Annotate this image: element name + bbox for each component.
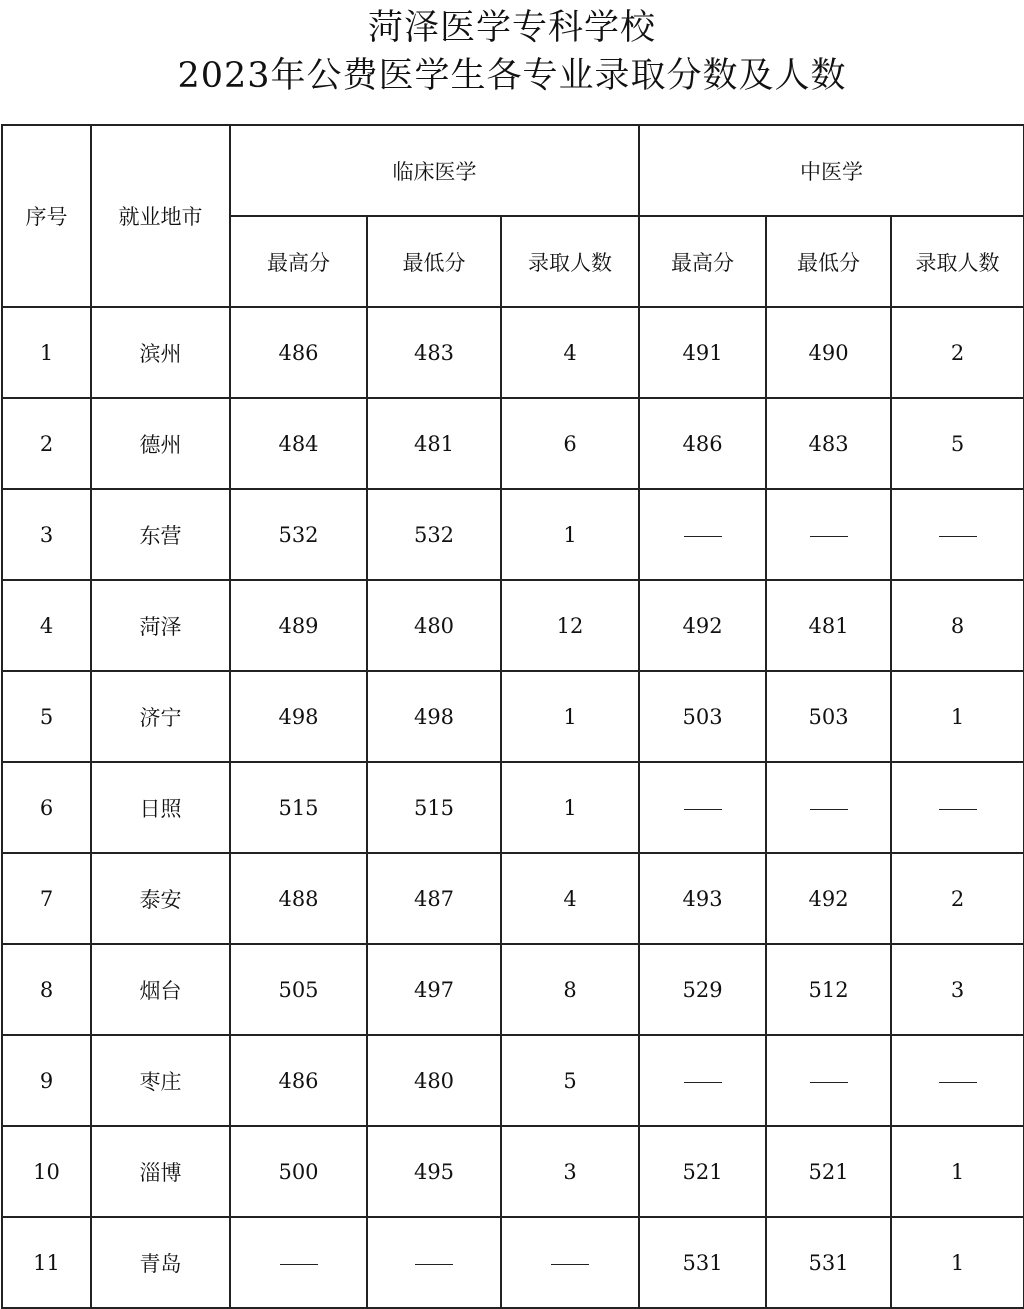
admission-score-table [1, 124, 1024, 1309]
empty-dash [810, 809, 848, 810]
cell-clinical-count: 1 [501, 762, 639, 853]
cell-index: 10 [2, 1126, 91, 1217]
cell-tcm-count: 3 [891, 944, 1024, 1035]
cell-tcm-min: 492 [766, 853, 891, 944]
cell-tcm-min: 490 [766, 307, 891, 398]
cell-clinical-max: 532 [230, 489, 367, 580]
table-row [2, 1035, 1024, 1126]
cell-clinical-min: 480 [367, 580, 501, 671]
cell-tcm-min: 483 [766, 398, 891, 489]
table-row [2, 762, 1024, 853]
cell-clinical-count: 8 [501, 944, 639, 1035]
table-row [2, 489, 1024, 580]
cell-city: 青岛 [91, 1217, 230, 1308]
header-clinical-count: 录取人数 [501, 216, 639, 307]
table-row [2, 853, 1024, 944]
table-row [2, 944, 1024, 1035]
cell-city: 滨州 [91, 307, 230, 398]
cell-city: 菏泽 [91, 580, 230, 671]
empty-dash [280, 1264, 318, 1265]
empty-dash [939, 536, 977, 537]
cell-clinical-min: 487 [367, 853, 501, 944]
cell-tcm-min: 521 [766, 1126, 891, 1217]
empty-dash [684, 536, 722, 537]
cell-clinical-max: 489 [230, 580, 367, 671]
empty-dash [684, 1082, 722, 1083]
table-row [2, 580, 1024, 671]
cell-tcm-count: 1 [891, 671, 1024, 762]
cell-clinical-count: 1 [501, 671, 639, 762]
empty-dash [939, 809, 977, 810]
cell-clinical-min [367, 1217, 501, 1308]
empty-dash [810, 536, 848, 537]
cell-city: 日照 [91, 762, 230, 853]
cell-index: 11 [2, 1217, 91, 1308]
cell-tcm-max [639, 762, 766, 853]
cell-index: 4 [2, 580, 91, 671]
cell-tcm-count: 1 [891, 1217, 1024, 1308]
cell-clinical-max: 515 [230, 762, 367, 853]
header-tcm-min: 最低分 [766, 216, 891, 307]
table-row [2, 398, 1024, 489]
cell-tcm-max: 531 [639, 1217, 766, 1308]
cell-tcm-count: 1 [891, 1126, 1024, 1217]
cell-tcm-max: 491 [639, 307, 766, 398]
cell-tcm-count: 2 [891, 307, 1024, 398]
cell-tcm-min: 531 [766, 1217, 891, 1308]
cell-tcm-min: 503 [766, 671, 891, 762]
cell-tcm-count [891, 1035, 1024, 1126]
cell-tcm-max: 503 [639, 671, 766, 762]
cell-clinical-min: 483 [367, 307, 501, 398]
cell-clinical-max: 488 [230, 853, 367, 944]
cell-tcm-max: 529 [639, 944, 766, 1035]
cell-city: 济宁 [91, 671, 230, 762]
cell-clinical-count: 3 [501, 1126, 639, 1217]
cell-tcm-count [891, 489, 1024, 580]
cell-tcm-min [766, 1035, 891, 1126]
cell-clinical-max: 505 [230, 944, 367, 1035]
cell-clinical-min: 495 [367, 1126, 501, 1217]
cell-tcm-count: 8 [891, 580, 1024, 671]
cell-tcm-max: 521 [639, 1126, 766, 1217]
cell-city: 枣庄 [91, 1035, 230, 1126]
cell-tcm-count: 2 [891, 853, 1024, 944]
cell-city: 德州 [91, 398, 230, 489]
cell-clinical-count: 4 [501, 307, 639, 398]
cell-clinical-min: 480 [367, 1035, 501, 1126]
cell-clinical-min: 481 [367, 398, 501, 489]
cell-tcm-min: 481 [766, 580, 891, 671]
cell-tcm-max [639, 489, 766, 580]
cell-tcm-max [639, 1035, 766, 1126]
cell-clinical-max: 486 [230, 1035, 367, 1126]
cell-index: 1 [2, 307, 91, 398]
cell-tcm-count: 5 [891, 398, 1024, 489]
cell-clinical-max: 484 [230, 398, 367, 489]
cell-clinical-max: 486 [230, 307, 367, 398]
cell-clinical-max [230, 1217, 367, 1308]
empty-dash [415, 1264, 453, 1265]
document-title [0, 4, 1024, 100]
table-row [2, 307, 1024, 398]
cell-index: 8 [2, 944, 91, 1035]
cell-city: 淄博 [91, 1126, 230, 1217]
header-clinical-max: 最高分 [230, 216, 367, 307]
title-school: 菏泽医学专科学校 [367, 8, 656, 48]
cell-tcm-min [766, 489, 891, 580]
table-row [2, 1126, 1024, 1217]
cell-city: 泰安 [91, 853, 230, 944]
cell-clinical-count: 1 [501, 489, 639, 580]
cell-index: 9 [2, 1035, 91, 1126]
cell-index: 2 [2, 398, 91, 489]
cell-tcm-min [766, 762, 891, 853]
header-tcm-count: 录取人数 [891, 216, 1024, 307]
cell-clinical-min: 497 [367, 944, 501, 1035]
header-clinical-medicine: 临床医学 [230, 125, 639, 216]
header-clinical-min: 最低分 [367, 216, 501, 307]
cell-tcm-max: 486 [639, 398, 766, 489]
cell-clinical-count: 6 [501, 398, 639, 489]
cell-clinical-count: 4 [501, 853, 639, 944]
cell-city: 烟台 [91, 944, 230, 1035]
header-chinese-medicine: 中医学 [639, 125, 1024, 216]
title-subject: 2023年公费医学生各专业录取分数及人数 [177, 56, 847, 96]
cell-tcm-min: 512 [766, 944, 891, 1035]
cell-tcm-max: 493 [639, 853, 766, 944]
cell-clinical-count [501, 1217, 639, 1308]
cell-tcm-max: 492 [639, 580, 766, 671]
header-city: 就业地市 [91, 125, 230, 307]
table-body [2, 307, 1024, 1308]
cell-index: 7 [2, 853, 91, 944]
header-tcm-max: 最高分 [639, 216, 766, 307]
cell-clinical-count: 12 [501, 580, 639, 671]
cell-clinical-min: 498 [367, 671, 501, 762]
header-index: 序号 [2, 125, 91, 307]
empty-dash [810, 1082, 848, 1083]
cell-clinical-min: 515 [367, 762, 501, 853]
table-row [2, 671, 1024, 762]
empty-dash [939, 1082, 977, 1083]
cell-clinical-max: 500 [230, 1126, 367, 1217]
cell-index: 3 [2, 489, 91, 580]
empty-dash [551, 1264, 589, 1265]
cell-city: 东营 [91, 489, 230, 580]
cell-clinical-min: 532 [367, 489, 501, 580]
table-row [2, 1217, 1024, 1308]
empty-dash [684, 809, 722, 810]
cell-clinical-count: 5 [501, 1035, 639, 1126]
cell-clinical-max: 498 [230, 671, 367, 762]
cell-index: 6 [2, 762, 91, 853]
cell-tcm-count [891, 762, 1024, 853]
cell-index: 5 [2, 671, 91, 762]
